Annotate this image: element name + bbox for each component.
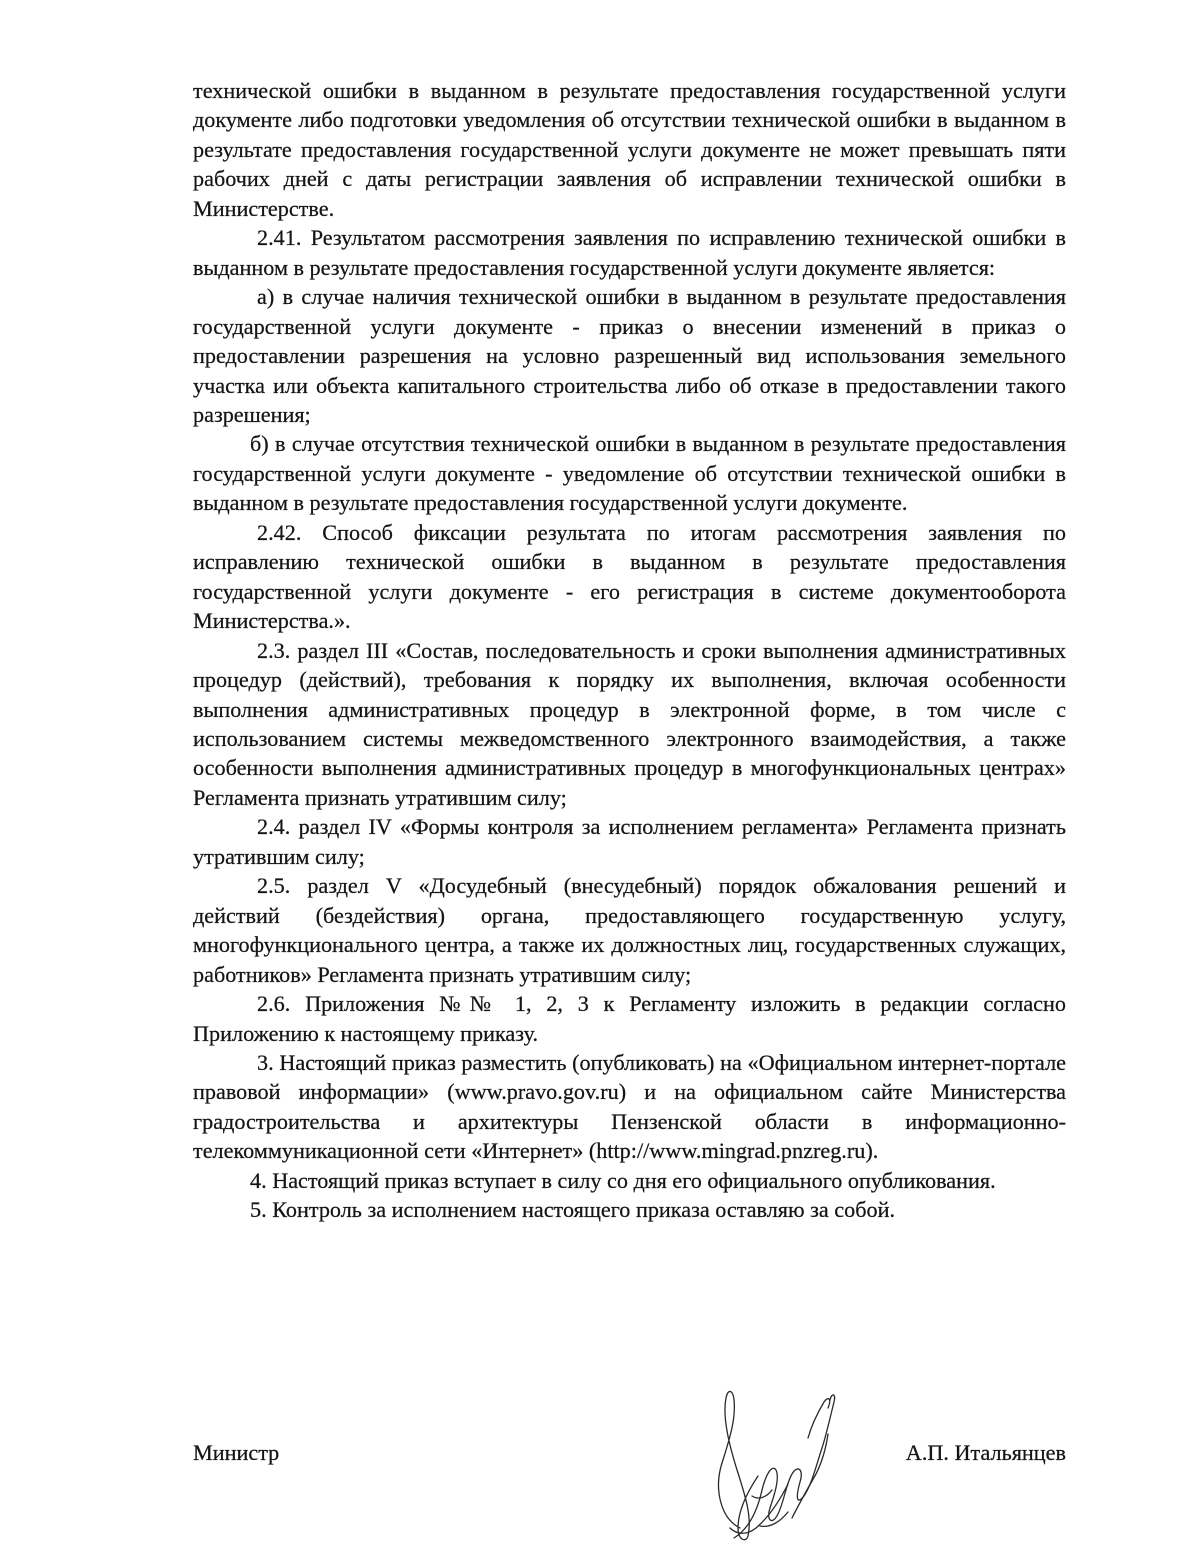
paragraph-2-41-b: б) в случае отсутствия технической ошибки в выданном в результате предоставления государственной услуги документе - уведомление об отсутствии технической ошибки в выданном в результате предоставления государственной услуги документе. — [193, 431, 1066, 516]
signature-block — [193, 1440, 1066, 1480]
signatory-title: Министр — [193, 1440, 280, 1465]
paragraph-2-3: 2.3. раздел III «Состав, последовательность и сроки выполнения административных процедур (действий), требования к порядку их выполнения, включая особенности выполнения административных процедур в электронной форме, в том числе с использованием системы межведомственного электронного взаимодействия, а также особенности выполнения административных процедур в многофункциональных центрах» Регламента признать утратившим силу; — [193, 637, 1066, 810]
paragraph-2-41: 2.41. Результатом рассмотрения заявления по исправлению технической ошибки в выданном в результате предоставления государственной услуги документе является: — [193, 225, 1066, 280]
paragraph-2-42: 2.42. Способ фиксации результата по итогам рассмотрения заявления по исправлению технической ошибки в выданном в результате предоставления государственной услуги документе - его регистрация в системе документооборота Министерства.». — [193, 519, 1066, 634]
paragraph-4: 4. Настоящий приказ вступает в силу со дня его официального опубликования. — [250, 1167, 996, 1193]
paragraph-2-4: 2.4. раздел IV «Формы контроля за исполнением регламента» Регламента признать утратившим силу; — [193, 814, 1066, 869]
paragraph-2-5: 2.5. раздел V «Досудебный (внесудебный) порядок обжалования решений и действий (бездействия) органа, предоставляющего государственную услугу, многофункционального центра, а также их должностных лиц, государственных служащих, работников» Регламента признать утратившим силу; — [193, 873, 1066, 987]
signatory-name: А.П. Итальянцев — [905, 1440, 1066, 1465]
paragraph-3: 3. Настоящий приказ разместить (опубликовать) на «Официальном интернет-портале правовой информации» (www.pravo.gov.ru) и на официальном сайте Министерства градостроительства и архитектуры Пензенской области в информационно-телекоммуникационной сети «Интернет» (http://www.mingrad.pnzreg.ru). — [193, 1049, 1066, 1164]
paragraph-2-41-a: а) в случае наличия технической ошибки в выданном в результате предоставления государственной услуги документе - приказ о внесении изменений в приказ о предоставлении разрешения на условно разрешенный вид использования земельного участка или объекта капитального строительства либо об отказе в предоставлении такого разрешения; — [193, 284, 1066, 427]
paragraph-technical-error-deadline: технической ошибки в выданном в результате предоставления государственной услуги документе либо подготовки уведомления об отсутствии технической ошибки в выданном в результате предоставления государственной услуги документе не может превышать пяти рабочих дней с даты регистрации заявления об исправлении технической ошибки в Министерстве. — [193, 78, 1066, 221]
paragraph-2-6: 2.6. Приложения №№ 1, 2, 3 к Регламенту изложить в редакции согласно Приложению к настоящему приказу. — [193, 991, 1066, 1046]
document-body — [193, 76, 1066, 1225]
paragraph-5: 5. Контроль за исполнением настоящего приказа оставляю за собой. — [250, 1197, 896, 1223]
handwritten-signature — [700, 1378, 850, 1548]
